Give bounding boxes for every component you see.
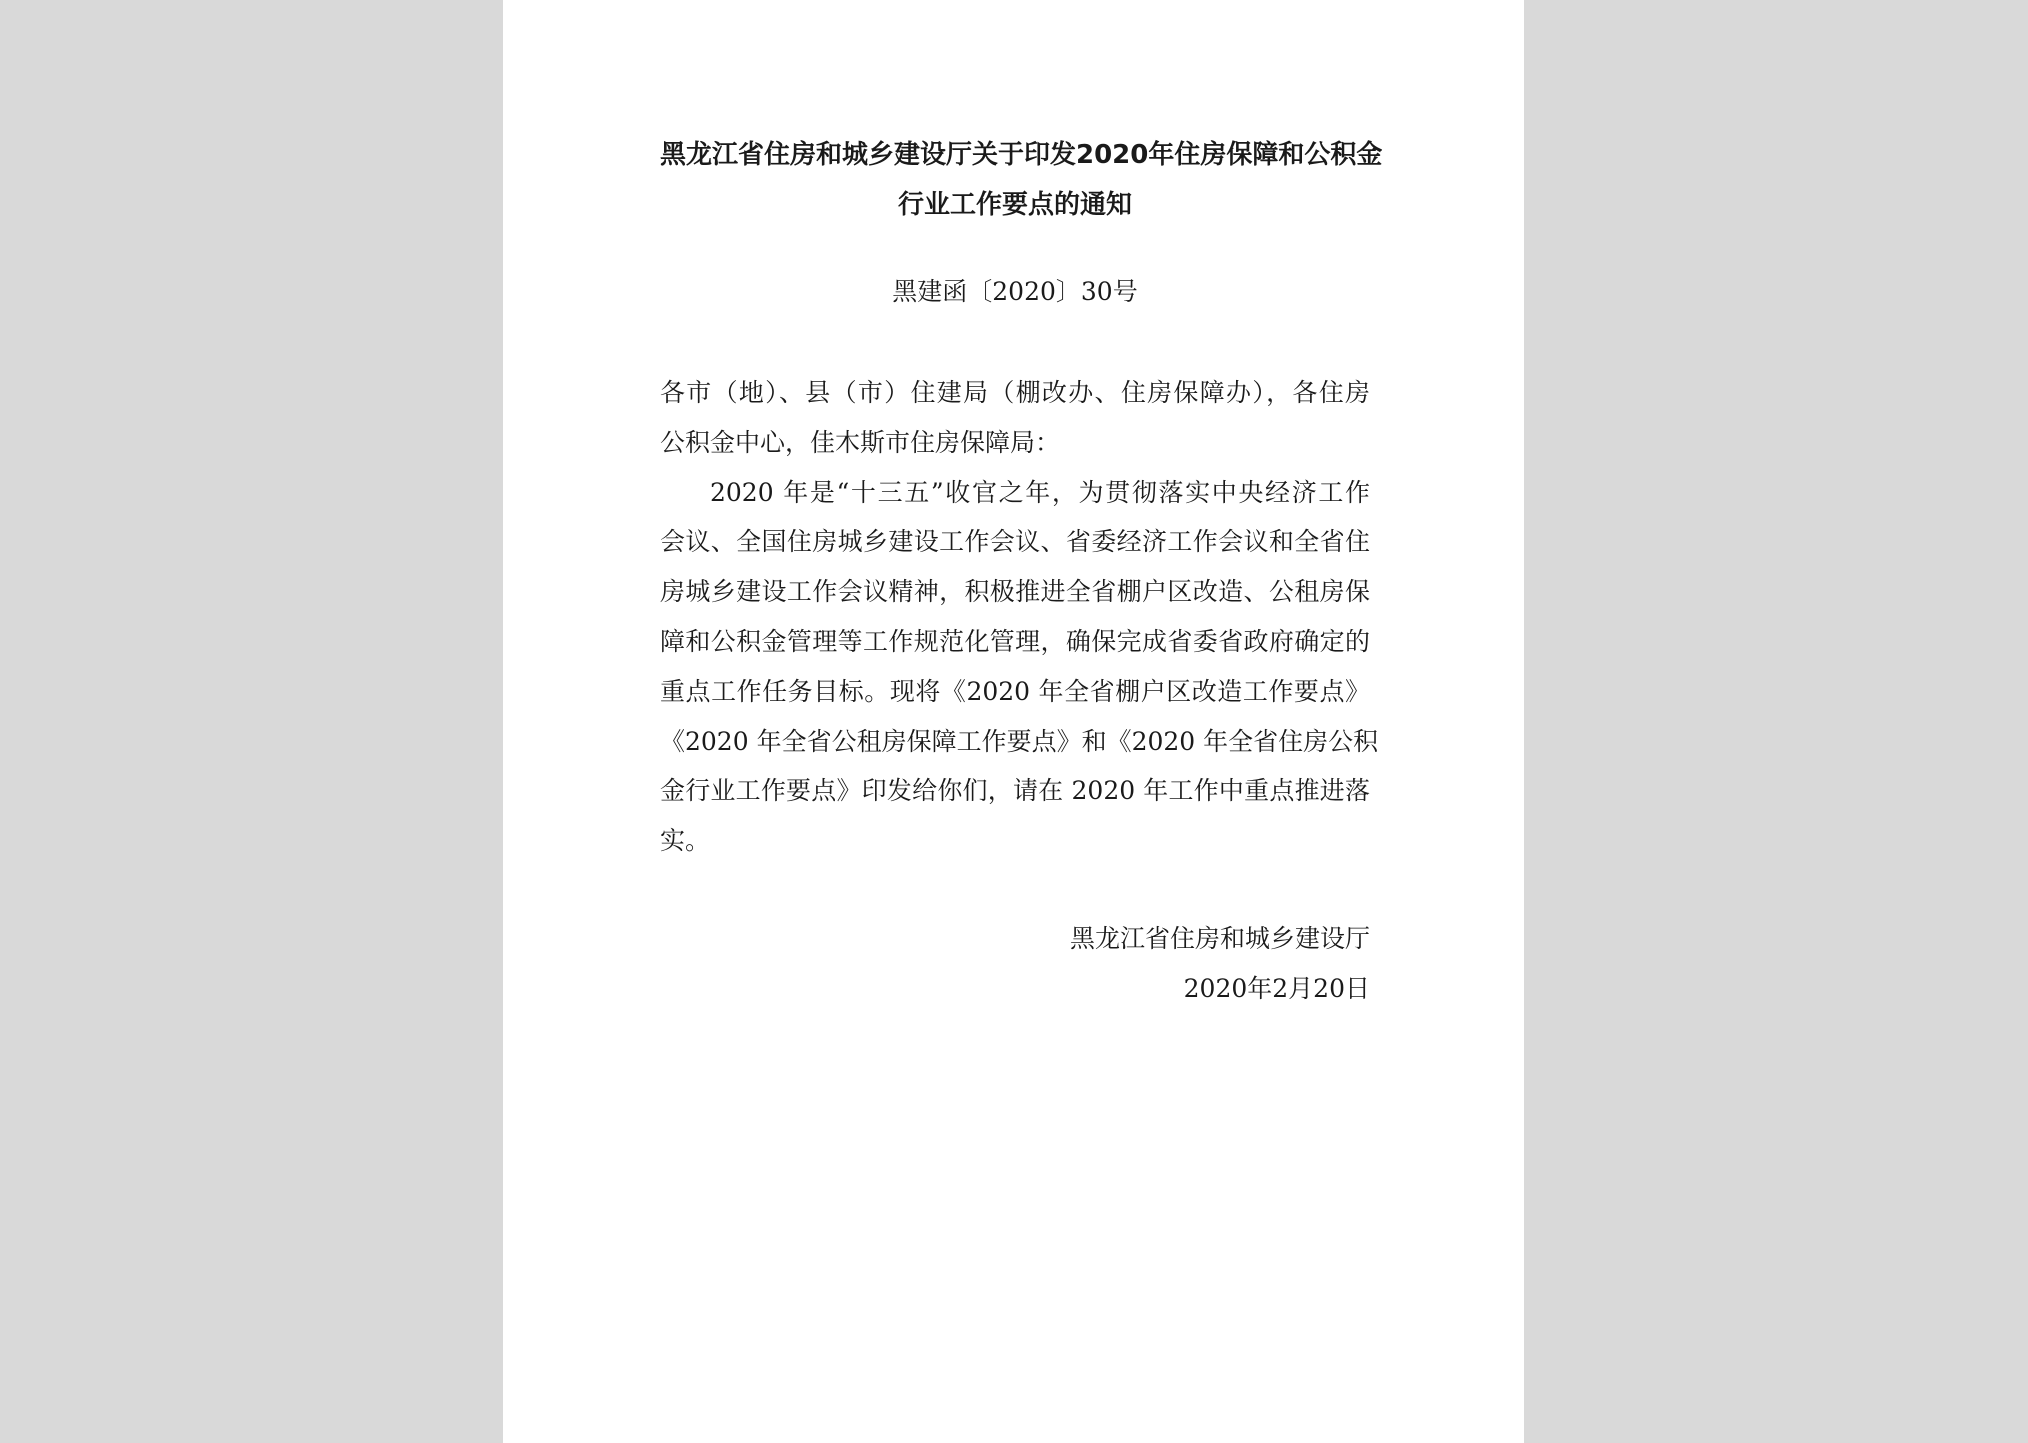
document-number: 黑建函〔2020〕30号 xyxy=(892,277,1138,306)
signature-block xyxy=(660,914,1370,1014)
paragraph-line: 金行业工作要点》印发给你们，请在 2020 年工作中重点推进落 xyxy=(660,776,1370,806)
paragraph-line: 重点工作任务目标。现将《2020 年全省棚户区改造工作要点》 xyxy=(660,676,1370,706)
document-page xyxy=(503,0,1524,1443)
signature-date: 2020年2月20日 xyxy=(1183,973,1370,1003)
page-content xyxy=(660,130,1383,1014)
signature-organization: 黑龙江省住房和城乡建设厅 xyxy=(1069,923,1370,953)
paragraph-line: 2020 年是“十三五”收官之年，为贯彻落实中央经济工作 xyxy=(710,477,1370,507)
paragraph-line: 房城乡建设工作会议精神，积极推进全省棚户区改造、公租房保 xyxy=(660,577,1370,607)
paragraph-line: 会议、全国住房城乡建设工作会议、省委经济工作会议和全省住 xyxy=(660,527,1370,557)
addressee-line: 各市（地）、县（市）住建局（棚改办、住房保障办），各住房 xyxy=(660,378,1370,407)
title-line-2: 行业工作要点的通知 xyxy=(897,190,1132,220)
title-line-1: 黑龙江省住房和城乡建设厅关于印发2020年住房保障和公积金 xyxy=(660,140,1383,170)
paragraph-line: 障和公积金管理等工作规范化管理，确保完成省委省政府确定的 xyxy=(660,626,1370,656)
document-body xyxy=(660,368,1379,866)
paragraph-line: 《2020 年全省公租房保障工作要点》和《2020 年全省住房公积 xyxy=(660,726,1379,756)
document-title xyxy=(660,130,1383,230)
addressee-line: 公积金中心，佳木斯市住房保障局： xyxy=(660,427,1061,457)
paragraph-line: 实。 xyxy=(660,826,711,856)
